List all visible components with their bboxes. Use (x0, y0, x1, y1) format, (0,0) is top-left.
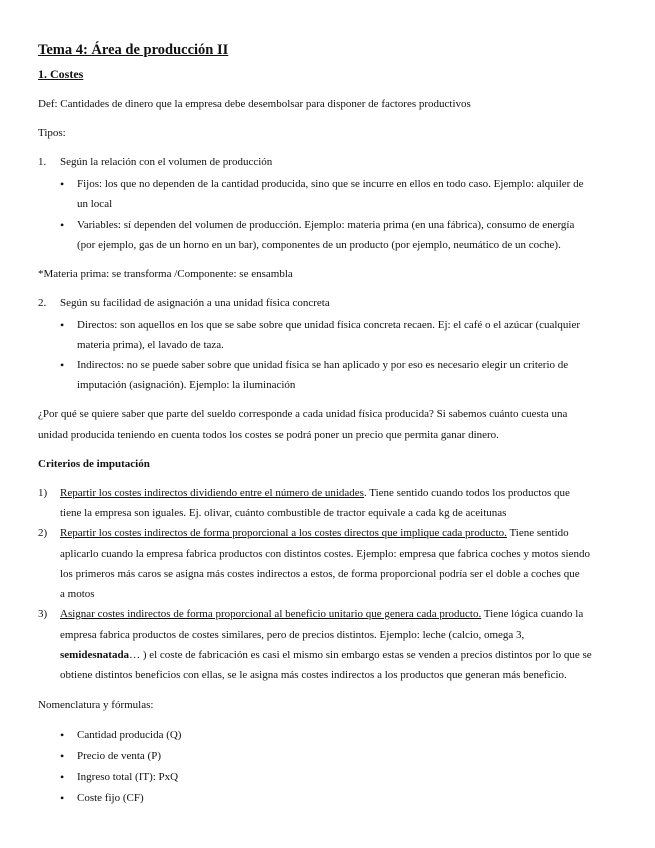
list-item-text: Fijos: los que no dependen de la cantidad producida, sino que se incurre en ellos en todo caso. Ejemplo: alquiler de (77, 178, 584, 190)
criterio-text: a motos (60, 588, 95, 600)
bullet-icon: • (60, 318, 65, 332)
bullet-icon: • (60, 791, 65, 805)
criterio-text (60, 607, 583, 621)
criterio-text: aplicarlo cuando la empresa fabrica productos con distintos costes. Ejemplo: empresa que fabrica coches y motos siendo (60, 548, 590, 560)
list-number: 1. (38, 156, 47, 168)
formula-item: Ingreso total (IT): PxQ (77, 771, 179, 783)
bullet-icon: • (60, 177, 65, 191)
list-heading: Según la relación con el volumen de producción (60, 156, 273, 168)
paragraph-text: unidad producida teniendo en cuenta todos los costes se podrá poner un precio que permita ganar dinero. (38, 429, 499, 441)
bullet-icon: • (60, 218, 65, 232)
formula-item: Cantidad producida (Q) (77, 729, 182, 741)
paragraph-text: ¿Por qué se quiere saber que parte del sueldo corresponde a cada unidad física producida? Si sabemos cuánto cuesta una (38, 408, 568, 420)
nomenclatura-label: Nomenclatura y fórmulas: (38, 699, 154, 711)
bullet-icon: • (60, 749, 65, 763)
criterio-number: 2) (38, 527, 48, 539)
definition-text: Def: Cantidades de dinero que la empresa debe desembolsar para disponer de factores productivos (38, 98, 471, 110)
list-item-text: Directos: son aquellos en los que se sabe sobre que unidad física concreta recaen. Ej: el café o el azúcar (cualquier (77, 319, 581, 331)
formula-item: Coste fijo (CF) (77, 792, 144, 804)
criterio-text: los primeros más caros se asigna más costes indirectos a estos, de forma proporcional podría ser el doble a coches que (60, 568, 580, 580)
list-item-text: un local (77, 198, 113, 210)
criterio-text (60, 486, 570, 500)
note-text: *Materia prima: se transforma /Componente: se ensambla (38, 268, 293, 280)
criterio-title: Repartir los costes indirectos de forma proporcional a los costes directos que implique cada producto. (60, 527, 507, 539)
bold-word: semidesnatada (60, 649, 130, 661)
bullet-icon: • (60, 358, 65, 372)
criterio-text: empresa fabrica productos de costes similares, pero de precios distintos. Ejemplo: leche (calcio, omega 3, (60, 629, 525, 641)
tipos-label: Tipos: (38, 127, 66, 139)
criterio-text (60, 648, 592, 662)
criterio-text (60, 526, 569, 540)
criterio-title: Repartir los costes indirectos dividiendo entre el número de unidades (60, 487, 364, 499)
list-item-text: materia prima), el lavado de taza. (77, 339, 224, 351)
criterio-rest: Tiene lógica cuando la (481, 608, 584, 620)
criterio-text: obtiene distintos beneficios con ellas, se le asigna más costes indirectos a los productos que generan más beneficio. (60, 669, 567, 681)
criterio-title: Asignar costes indirectos de forma proporcional al beneficio unitario que genera cada producto. (60, 608, 482, 620)
formula-item: Precio de venta (P) (77, 750, 161, 762)
section-heading-costes: 1. Costes (38, 67, 84, 81)
criterio-rest: … ) el coste de fabricación es casi el mismo sin embargo estas se venden a precios distintos por lo que se (129, 649, 592, 661)
criterio-rest: . Tiene sentido cuando todos los productos que (363, 487, 570, 499)
list-number: 2. (38, 297, 47, 309)
list-item-text: Indirectos: no se puede saber sobre que unidad física se han aplicado y por eso es necesario elegir un criterio de (77, 359, 569, 371)
criterio-text: tiene la empresa son iguales. Ej. olivar, cuánto combustible de tractor equivale a cada kg de aceitunas (60, 507, 507, 519)
list-item-text: imputación (asignación). Ejemplo: la iluminación (77, 379, 296, 391)
bullet-icon: • (60, 728, 65, 742)
criterios-heading: Criterios de imputación (38, 458, 150, 470)
criterio-number: 3) (38, 608, 48, 620)
bullet-icon: • (60, 770, 65, 784)
list-item-text: (por ejemplo, gas de un horno en un bar), componentes de un producto (por ejemplo, neumático de un coche). (77, 239, 561, 251)
list-heading: Según su facilidad de asignación a una unidad física concreta (60, 297, 330, 309)
list-item-text: Variables: sí dependen del volumen de producción. Ejemplo: materia prima (en una fábrica), consumo de energía (77, 219, 575, 231)
page-title: Tema 4: Área de producción II (38, 42, 229, 58)
criterio-number: 1) (38, 487, 48, 499)
criterio-rest: Tiene sentido (506, 527, 569, 539)
